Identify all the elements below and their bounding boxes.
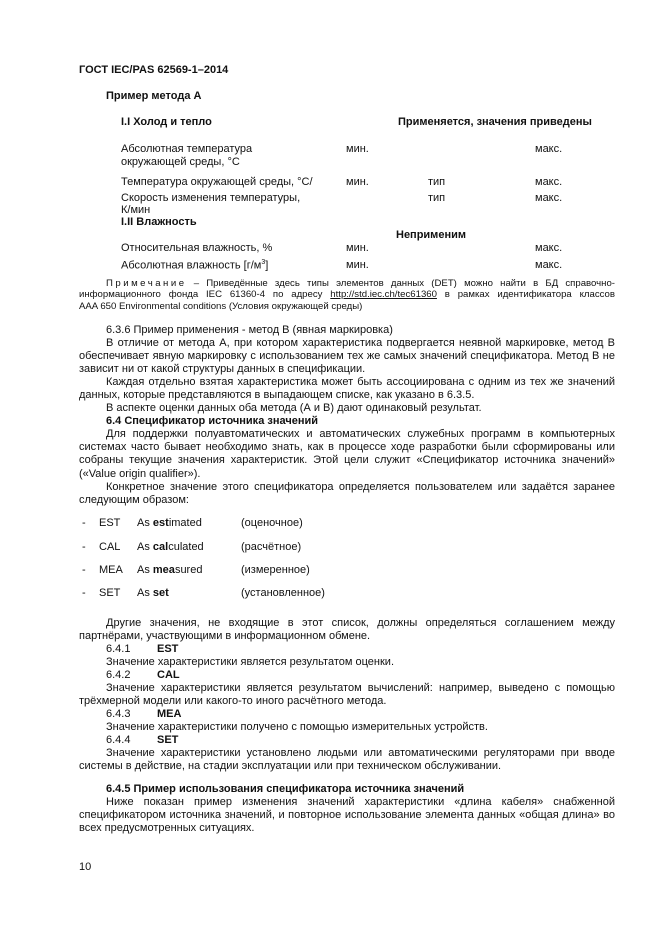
note-text: – Приведённые здесь типы элементов данных (DET) можно найти в БД справочно- — [186, 278, 615, 289]
paragraph: Ниже показан пример изменения значений характеристики «длина кабеля» снабженной спецификатором источника значений, и повторное использование элемента данных «общая длина» во всех предусмотренных ситуациях. — [79, 796, 615, 835]
paragraph: Для поддержки полуавтоматических и автоматических служебных программ в компьютерных системах часто бывает необходимо знать, как в процессе ходе разработки были сформированы или собраны текущие значения характеристик. Этой цели служит «Спецификатор источника значений» («Value origin qualifier»). — [79, 428, 615, 480]
list-code: SET — [99, 587, 121, 599]
rest: sured — [174, 564, 203, 576]
list-russian: (расчётное) — [241, 541, 302, 553]
list-english — [137, 517, 202, 529]
bold-part: set — [152, 587, 169, 599]
paragraph: В аспекте оценки данных оба метода (А и В) дают одинаковый результат. — [106, 402, 482, 414]
row-min: мин. — [346, 143, 369, 155]
document-header: ГОСТ IEC/PAS 62569-1–2014 — [79, 64, 229, 76]
sub-code: EST — [157, 643, 179, 655]
list-code: EST — [99, 517, 121, 529]
row-label: окружающей среды, °С — [121, 156, 240, 168]
iec-link[interactable]: http://std.iec.ch/tec61360 — [330, 289, 437, 301]
rest: imated — [168, 517, 202, 529]
sub-number: 6.4.2 — [106, 669, 131, 681]
row-max: макс. — [535, 176, 563, 188]
row-label: К/мин — [121, 204, 151, 216]
section-64-heading: 6.4 Спецификатор источника значений — [106, 415, 318, 427]
row-min: мин. — [346, 259, 369, 271]
sub-number: 6.4.4 — [106, 734, 131, 746]
list-russian: (измеренное) — [241, 564, 310, 576]
list-dash: - — [82, 517, 86, 529]
section-cold-heat-status: Применяется, значения приведены — [398, 116, 592, 128]
row-typ: тип — [428, 192, 446, 204]
list-code: CAL — [99, 541, 121, 553]
list-english — [137, 541, 204, 553]
paragraph: Значение характеристики установлено людьми или автоматическими регуляторами при вводе системы в действие, на стадии эксплуатации или при техническом обслуживании. — [79, 747, 615, 773]
bold-part: mea — [152, 564, 175, 576]
row-max: макс. — [535, 143, 563, 155]
row-typ: тип — [428, 176, 446, 188]
list-dash: - — [82, 564, 86, 576]
rest: culated — [168, 541, 204, 553]
as: As — [137, 587, 153, 599]
paragraph: Конкретное значение этого спецификатора определяется пользователем или задаётся заранее следующим образом: — [79, 481, 615, 507]
row-label: Температура окружающей среды, °С/ — [121, 176, 313, 188]
bold-part: cal — [152, 541, 169, 553]
section-humidity-title: I.II Влажность — [121, 216, 197, 228]
as: As — [137, 517, 153, 529]
list-english — [137, 564, 202, 576]
row-label: Скорость изменения температуры, — [121, 192, 301, 204]
paragraph: Значение характеристики является результатом оценки. — [106, 656, 394, 668]
sub-number: 6.4.1 — [106, 643, 131, 655]
list-english — [137, 587, 169, 599]
example-title: Пример метода А — [106, 90, 202, 102]
label-end: ] — [265, 259, 269, 272]
row-min: мин. — [346, 176, 369, 188]
superscript: 3 — [261, 259, 266, 266]
sub-number: 6.4.3 — [106, 708, 131, 720]
paragraph: Значение характеристики получено с помощью измерительных устройств. — [106, 721, 488, 733]
row-label: Абсолютная температура — [121, 143, 253, 155]
list-code: MEA — [99, 564, 123, 576]
section-humidity-status: Неприменим — [396, 229, 466, 241]
note-text: в рамках идентификатора классов — [436, 289, 615, 301]
row-label: Относительная влажность, % — [121, 242, 273, 254]
section-636-heading: 6.3.6 Пример применения - метод В (явная маркировка) — [106, 324, 393, 336]
row-label — [121, 259, 268, 272]
note-prefix: Примечание — [106, 278, 187, 289]
paragraph: Другие значения, не входящие в этот список, должны определяться соглашением между партнёрами, участвующими в информационном обмене. — [79, 617, 615, 643]
section-645-heading: 6.4.5 Пример использования спецификатора источника значений — [106, 783, 465, 795]
paragraph: Значение характеристики является результатом вычислений: например, выведено с помощью трёхмерной модели или какого-то иного расчётного метода. — [79, 682, 615, 708]
row-max: макс. — [535, 192, 563, 204]
row-max: макс. — [535, 259, 563, 271]
sub-code: MEA — [157, 708, 182, 720]
as: As — [137, 541, 153, 553]
paragraph: Каждая отдельно взятая характеристика может быть ассоциирована с одним из тех же значений данных, которые представляются в выпадающем списке, как указано в 6.3.5. — [79, 376, 615, 402]
as: As — [137, 564, 153, 576]
row-max: макс. — [535, 242, 563, 254]
note-text: информационного фонда IEC 61360-4 по адресу — [79, 289, 331, 301]
list-dash: - — [82, 541, 86, 553]
row-min: мин. — [346, 242, 369, 254]
sub-code: CAL — [157, 669, 180, 681]
section-cold-heat-title: I.I Холод и тепло — [121, 116, 212, 128]
paragraph: В отличие от метода А, при котором характеристика подвергается неявной маркировке, метод В обеспечивает явную маркировку с использованием тех же самых значений спецификатора. Метод В не зависит ни от какой структуры данных в спецификации. — [79, 337, 615, 376]
note-text: AAA 650 Environmental conditions (Условия окружающей среды) — [79, 300, 363, 312]
bold-part: est — [152, 517, 169, 529]
page-number: 10 — [79, 861, 92, 873]
list-dash: - — [82, 587, 86, 599]
list-russian: (установленное) — [241, 587, 325, 599]
sub-code: SET — [157, 734, 179, 746]
note — [79, 278, 615, 312]
list-russian: (оценочное) — [241, 517, 303, 529]
label-text: Абсолютная влажность [г/м — [121, 259, 262, 272]
